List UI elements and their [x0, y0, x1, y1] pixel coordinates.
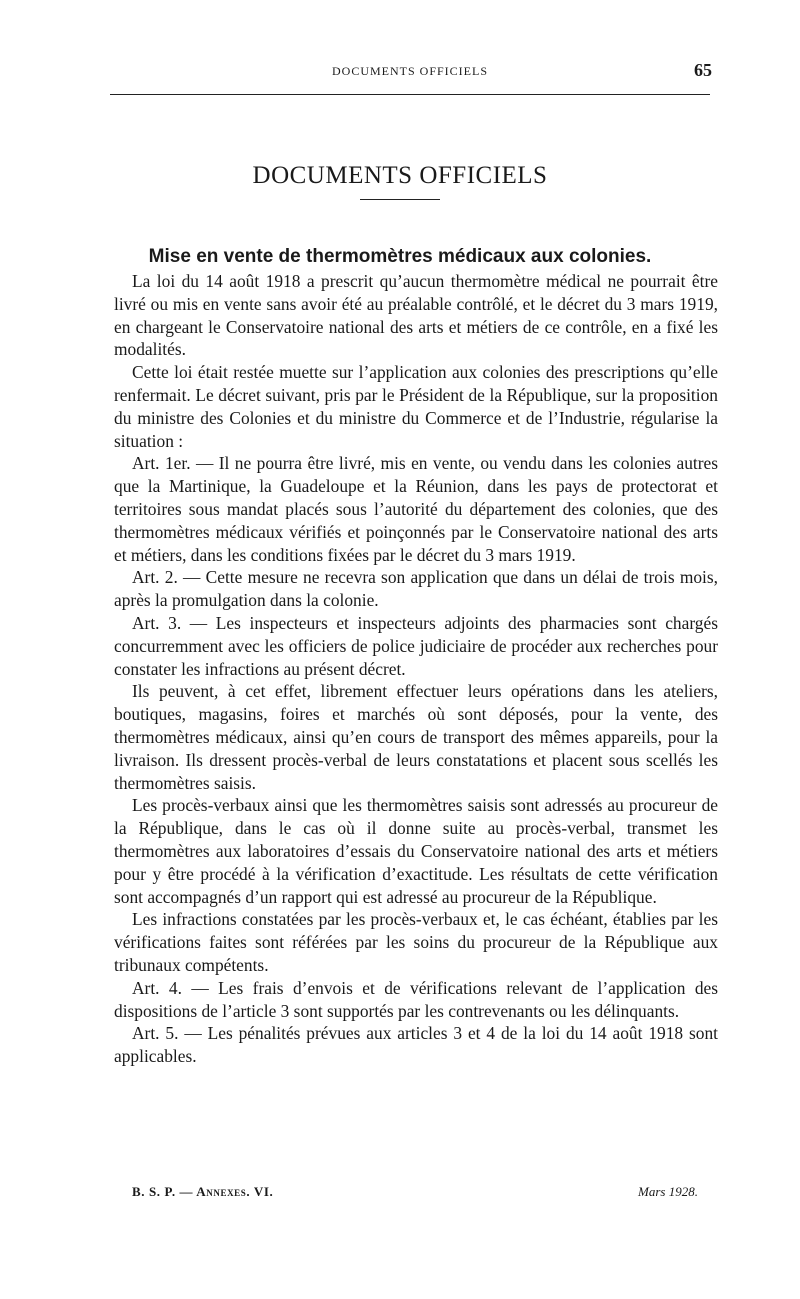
paragraph-article-3-powers: Ils peuvent, à cet effet, librement effectuer leurs opérations dans les ateliers, boutiques, magasins, foires et marchés où sont déposés, pour la vente, des thermomètres médicaux, ainsi qu’en cours de transport des mêmes appareils, pour la livraison. Ils dressent procès-verbal de leurs constatations et placent sous scellés les thermomètres saisis.: [114, 681, 718, 793]
paragraph-article-3-infractions: Les infractions constatées par les procès-verbaux et, le cas échéant, établies par les vérifications faites sont référées par les soins du procureur de la République aux tribunaux compétents.: [114, 909, 718, 975]
section-subtitle: Mise en vente de thermomètres médicaux aux colonies.: [148, 245, 652, 267]
paragraph-article-5: Art. 5. — Les pénalités prévues aux articles 3 et 4 de la loi du 14 août 1918 sont applicables.: [114, 1023, 718, 1067]
footer-publication: B. S. P. — Annexes. VI.: [132, 1184, 274, 1199]
paragraph-article-3-reports: Les procès-verbaux ainsi que les thermomètres saisis sont adressés au procureur de la République, dans le cas où il donne suite au procès-verbal, transmet les thermomètres aux laboratoires d’essais du Conservatoire national des arts et métiers pour y être procédé à la vérification d’exactitude. Les résultats de cette vérification sont accompagnés d’un rapport qui est adressé au procureur de la République.: [114, 795, 718, 907]
page-number: 65: [694, 60, 712, 80]
paragraph-article-1: Art. 1er. — Il ne pourra être livré, mis en vente, ou vendu dans les colonies autres que la Martinique, la Guadeloupe et la Réunion, dans les pays de protectorat et territoires sous mandat placés sous l’autorité du département des colonies, que des thermomètres médicaux vérifiés et poinçonnés par le Conservatoire national des arts et métiers, dans les conditions fixées par le décret du 3 mars 1919.: [114, 453, 718, 565]
title-rule: [360, 199, 440, 200]
paragraph-article-3: Art. 3. — Les inspecteurs et inspecteurs adjoints des pharmacies sont chargés concurremment avec les officiers de police judiciaire de procéder aux recherches pour constater les infractions au présent décret.: [114, 612, 718, 679]
header-rule: [110, 94, 710, 95]
footer-date: Mars 1928.: [638, 1184, 698, 1199]
paragraph-article-2: Art. 2. — Cette mesure ne recevra son application que dans un délai de trois mois, après la promulgation dans la colonie.: [114, 567, 718, 611]
paragraph-article-4: Art. 4. — Les frais d’envois et de vérifications relevant de l’application des dispositions de l’article 3 sont supportés par les contrevenants ou les délinquants.: [114, 977, 718, 1021]
body-text: [114, 270, 718, 1068]
page-title: DOCUMENTS OFFICIELS: [252, 161, 548, 189]
paragraph-intro: La loi du 14 août 1918 a prescrit qu’aucun thermomètre médical ne pourrait être livré ou mis en vente sans avoir été au préalable contrôlé, et le décret du 3 mars 1919, en chargeant le Conservatoire national des arts et métiers de ce contrôle, en a fixé les modalités.: [114, 271, 718, 360]
paragraph-context: Cette loi était restée muette sur l’application aux colonies des prescriptions qu’elle renfermait. Le décret suivant, pris par le Président de la République, sur la proposition du ministre des Colonies et du ministre du Commerce et de l’Industrie, régularise la situation :: [114, 362, 718, 451]
running-title: DOCUMENTS OFFICIELS: [331, 64, 488, 78]
running-header: [110, 62, 710, 82]
page-footer: [132, 1184, 698, 1204]
